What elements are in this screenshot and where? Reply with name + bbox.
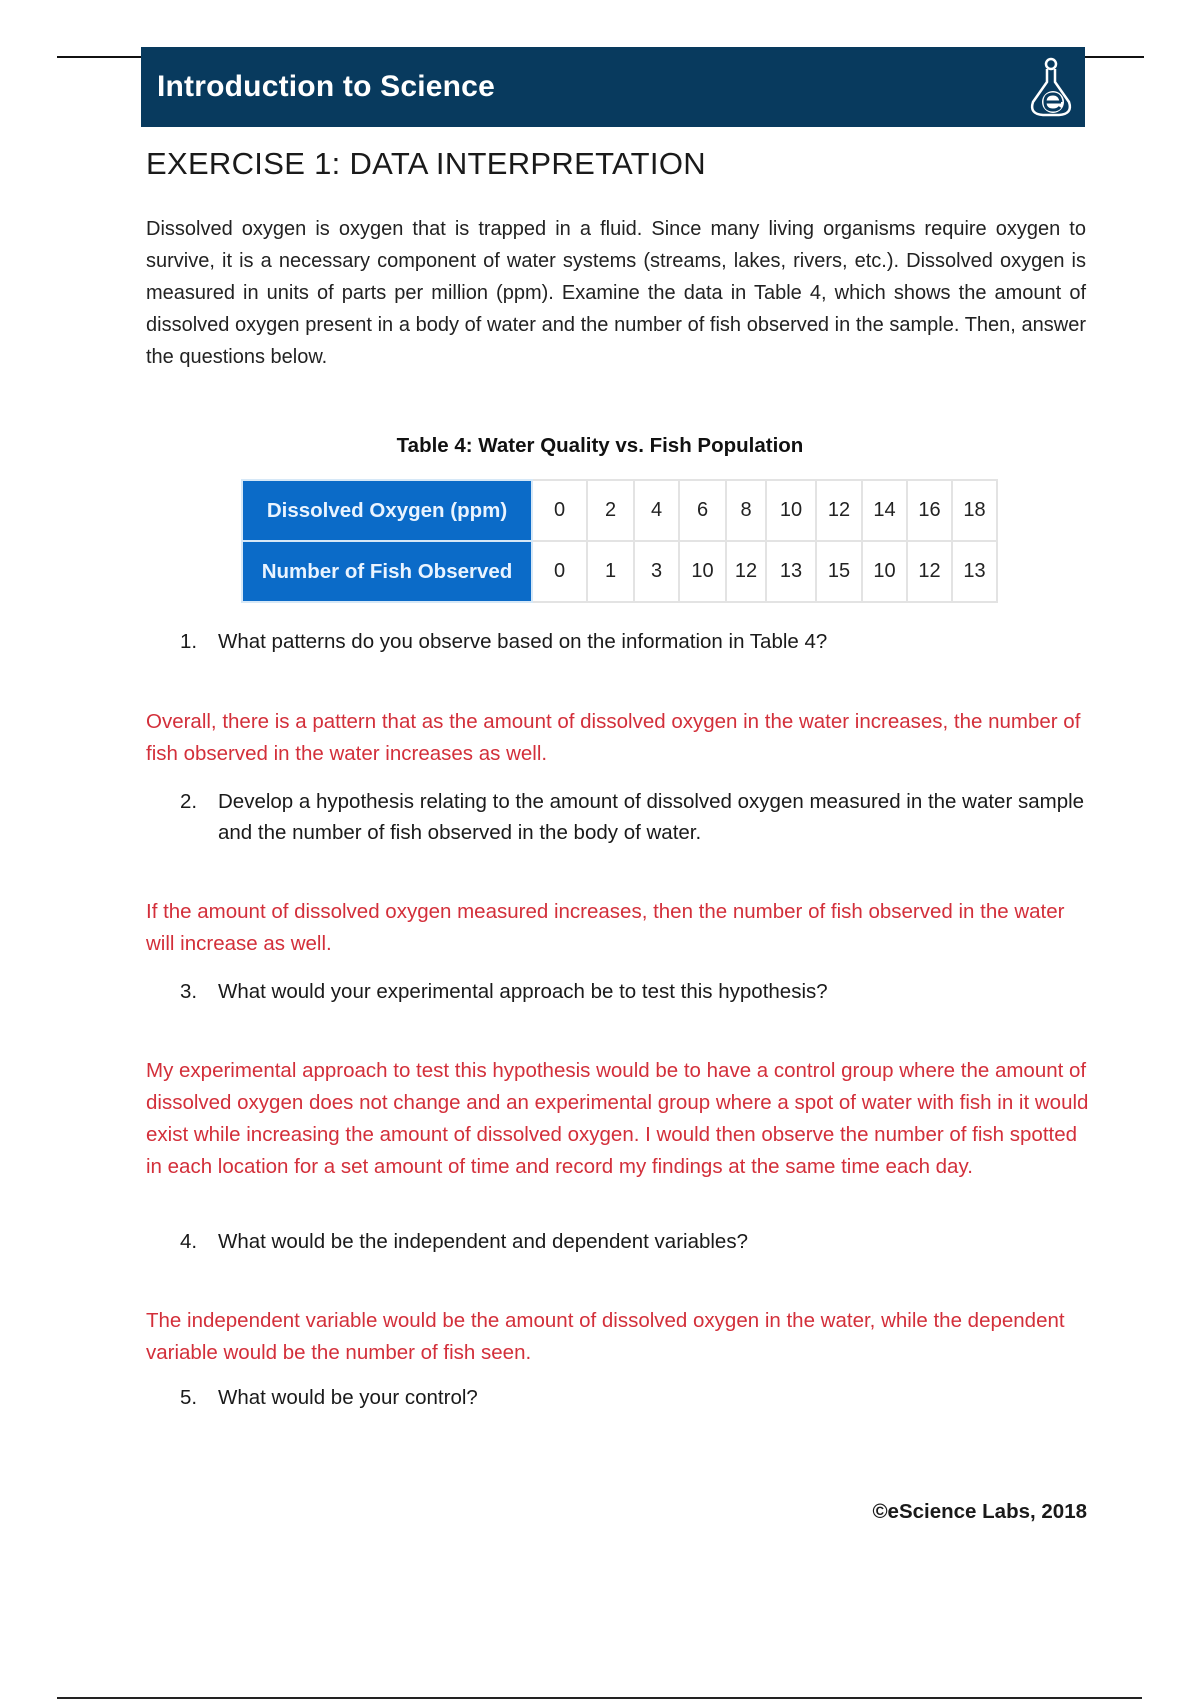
answer-3: My experimental approach to test this hypothesis would be to have a control group where the amount of dissolved oxygen does not change and an experimental group where a spot of water with fish in it would exist while increasing the amount of dissolved oxygen. I would then observe the number of fish spotted in each location for a set amount of time and record my findings at the same time each day. — [146, 1059, 1089, 1178]
table-cell: 10 — [679, 541, 726, 602]
table-cell: 0 — [532, 480, 587, 541]
header-banner — [141, 47, 1085, 127]
question-number: 3. — [180, 980, 198, 1003]
answer-1: Overall, there is a pattern that as the amount of dissolved oxygen in the water increases, the number of fish observed in the water increases as well. — [146, 710, 1081, 765]
table-cell: 13 — [952, 541, 997, 602]
answer-4: The independent variable would be the amount of dissolved oxygen in the water, while the dependent variable would be the number of fish seen. — [146, 1309, 1065, 1364]
table-cell: 18 — [952, 480, 997, 541]
question-number: 4. — [180, 1230, 198, 1253]
row-header: Dissolved Oxygen (ppm) — [242, 480, 532, 541]
question-text: What would be your control? — [218, 1386, 478, 1409]
question-text: What would your experimental approach be to test this hypothesis? — [218, 980, 828, 1003]
table-caption: Table 4: Water Quality vs. Fish Population — [396, 434, 804, 457]
course-title: Introduction to Science — [157, 70, 495, 103]
question-number: 2. — [180, 790, 198, 813]
table-cell: 4 — [634, 480, 679, 541]
exercise-title: EXERCISE 1: DATA INTERPRETATION — [146, 146, 706, 181]
question-text: What would be the independent and dependent variables? — [218, 1230, 748, 1253]
question-1 — [180, 626, 1088, 657]
question-text: What patterns do you observe based on the information in Table 4? — [218, 630, 828, 653]
table-cell: 14 — [862, 480, 907, 541]
table-cell: 2 — [587, 480, 634, 541]
answer-2: If the amount of dissolved oxygen measured increases, then the number of fish observed in the water will increase as well. — [146, 900, 1065, 955]
table-cell: 12 — [726, 541, 766, 602]
data-table — [241, 479, 998, 603]
question-2 — [180, 786, 1088, 848]
flask-e-logo-icon — [1025, 56, 1077, 118]
table-cell: 13 — [766, 541, 816, 602]
question-number: 5. — [180, 1386, 198, 1409]
table-cell: 0 — [532, 541, 587, 602]
table-cell: 12 — [907, 541, 952, 602]
table-cell: 12 — [816, 480, 862, 541]
table-cell: 1 — [587, 541, 634, 602]
table-cell: 10 — [862, 541, 907, 602]
question-3 — [180, 976, 1088, 1007]
table-cell: 16 — [907, 480, 952, 541]
question-4 — [180, 1226, 1088, 1257]
question-5 — [180, 1382, 1088, 1413]
table-cell: 8 — [726, 480, 766, 541]
table-row-dissolved-oxygen — [242, 480, 997, 541]
copyright-footer: ©eScience Labs, 2018 — [872, 1500, 1087, 1523]
bottom-rule — [57, 1697, 1142, 1699]
question-number: 1. — [180, 630, 198, 653]
table-cell: 10 — [766, 480, 816, 541]
table-cell: 3 — [634, 541, 679, 602]
table-cell: 6 — [679, 480, 726, 541]
row-header: Number of Fish Observed — [242, 541, 532, 602]
intro-paragraph: Dissolved oxygen is oxygen that is trapped in a fluid. Since many living organisms require oxygen to survive, it is a necessary component of water systems (streams, lakes, rivers, etc.). Dissolved oxygen is measured in units of parts per million (ppm). Examine the data in Table 4, which shows the amount of dissolved oxygen present in a body of water and the number of fish observed in the sample. Then, answer the questions below. — [146, 218, 1086, 368]
table-row-fish-observed — [242, 541, 997, 602]
question-text: Develop a hypothesis relating to the amount of dissolved oxygen measured in the water sample and the number of fish observed in the body of water. — [218, 790, 1085, 844]
table-cell: 15 — [816, 541, 862, 602]
